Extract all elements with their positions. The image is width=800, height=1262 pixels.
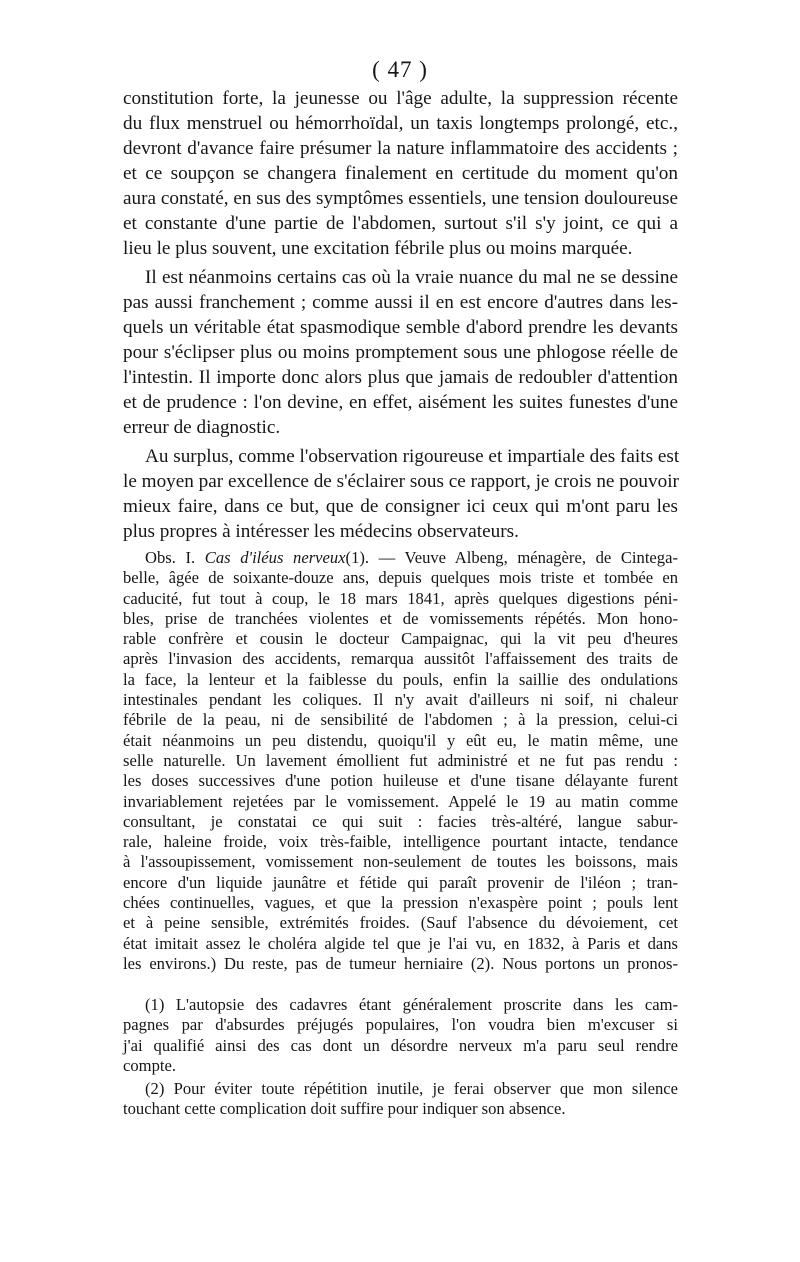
observation-lead: Obs. I. [145, 548, 196, 567]
observation-line: chées continuelles, vagues, et que la pression n'exaspère point ; pouls lent [123, 893, 678, 913]
text-line: mieux faire, dans ce but, que de consigner ici ceux qui m'ont paru les [123, 496, 678, 517]
footnotes [123, 995, 678, 1123]
text-line: le moyen par excellence de s'éclairer sous ce rapport, je crois ne pouvoir [123, 471, 679, 492]
text-line: Il est néanmoins certains cas où la vraie nuance du mal ne se dessine [145, 267, 678, 288]
footnote-line: j'ai qualifié ainsi des cas dont un désordre nerveux m'a paru seul rendre [123, 1035, 678, 1055]
footnote-2 [123, 1079, 678, 1120]
observation-line: les environs.) Du reste, pas de tumeur herniaire (2). Nous portons un pronos- [123, 953, 678, 973]
observation-line: invariablement rejetées par le vomissement. Appelé le 19 au matin comme [123, 791, 678, 811]
paragraph-3 [123, 444, 678, 544]
observation-line: les doses successives d'une potion huileuse et d'une tisane délayante furent [123, 771, 678, 791]
observation-block [123, 548, 678, 974]
text-line: Au surplus, comme l'observation rigoureuse et impartiale des faits est [145, 446, 680, 467]
text-line: erreur de diagnostic. [123, 417, 281, 438]
text-line: plus propres à intéresser les médecins observateurs. [123, 521, 519, 542]
observation-line: et à peine sensible, extrémités froides. (Sauf l'absence du dévoiement, cet [123, 913, 678, 933]
text-line: et constante d'une partie de l'abdomen, surtout s'il s'y joint, ce qui a [123, 213, 678, 234]
main-text [123, 86, 678, 548]
observation-line: bles, prise de tranchées violentes et de vomissements répétés. Mon hono- [123, 608, 678, 628]
footnote-line: (1) L'autopsie des cadavres étant généralement proscrite dans les cam- [145, 995, 678, 1014]
paragraph-1 [123, 86, 678, 261]
footnote-line: touchant cette complication doit suffire pour indiquer son absence. [123, 1099, 566, 1119]
observation-line: fébrile de la peau, ni de sensibilité de l'abdomen ; à la pression, celui-ci [123, 710, 678, 730]
footnote-1 [123, 995, 678, 1076]
observation-first-line [123, 548, 678, 568]
footnote-line: pagnes par d'absurdes préjugés populaires, l'on voudra bien m'excuser si [123, 1015, 678, 1035]
observation-line: intestinales pendant les coliques. Il n'y avait d'ailleurs ni soif, ni chaleur [123, 690, 678, 710]
paragraph-2 [123, 265, 678, 440]
text-line: pour s'éclipser plus ou moins promptement sous une phlogose réelle de [123, 342, 678, 363]
text-line: et ce soupçon se changera finalement en certitude du moment qu'on [123, 163, 678, 184]
observation-line: la face, la lenteur et la faiblesse du pouls, enfin la saillie des ondulations [123, 669, 678, 689]
observation-line: encore d'un liquide jaunâtre et fétide qui paraît provenir de l'iléon ; tran- [123, 872, 678, 892]
text-line: lieu le plus souvent, une excitation fébrile plus ou moins marquée. [123, 238, 633, 259]
observation-line: à l'assoupissement, vomissement non-seulement de toutes les boissons, mais [123, 852, 678, 872]
observation-line: était néanmoins un peu distendu, quoiqu'il y eût eu, le matin même, une [123, 730, 678, 750]
text-line: pas aussi franchement ; comme aussi il en est encore d'autres dans les- [123, 292, 678, 313]
observation-line: état imitait assez le choléra algide tel que je l'ai vu, en 1832, à Paris et dans [123, 933, 678, 953]
text-line: l'intestin. Il importe donc alors plus que jamais de redoubler d'attention [123, 367, 678, 388]
text-line: constitution forte, la jeunesse ou l'âge adulte, la suppression récente [123, 88, 678, 109]
observation-line: belle, âgée de soixante-douze ans, depuis quelques mois triste et tombée en [123, 568, 678, 588]
text-line: quels un véritable état spasmodique semble d'abord prendre les devants [123, 317, 678, 338]
footnote-line: compte. [123, 1055, 176, 1075]
text-line: aura constaté, en sus des symptômes essentiels, une tension douloureuse [123, 188, 678, 209]
footnote-line: (2) Pour éviter toute répétition inutile, je ferai observer que mon silence [145, 1079, 678, 1099]
observation-line: après l'invasion des accidents, remarqua aussitôt l'affaissement des traits de [123, 649, 678, 669]
text-line: et de prudence : l'on devine, en effet, aisément les suites funestes d'une [123, 392, 678, 413]
observation-line: (1). — Veuve Albeng, ménagère, de Cintega- [345, 548, 678, 567]
text-line: du flux menstruel ou hémorrhoïdal, un taxis longtemps prolongé, etc., [123, 113, 678, 134]
text-line: devront d'avance faire présumer la nature inflammatoire des accidents ; [123, 138, 678, 159]
observation-line: rable confrère et cousin le docteur Campaignac, qui la vit peu d'heures [123, 629, 678, 649]
observation-line: consultant, je constatai ce qui suit : facies très-altéré, langue sabur- [123, 811, 678, 831]
observation-line: rale, haleine froide, voix très-faible, intelligence pourtant intacte, tendance [123, 832, 678, 852]
observation-title: Cas d'iléus nerveux [204, 548, 346, 567]
page-number: ( 47 ) [372, 57, 428, 82]
observation-line: caducité, fut tout à coup, le 18 mars 1841, après quelques digestions péni- [123, 588, 678, 608]
observation-line: selle naturelle. Un lavement émollient fut administré et ne fut pas rendu : [123, 750, 678, 770]
